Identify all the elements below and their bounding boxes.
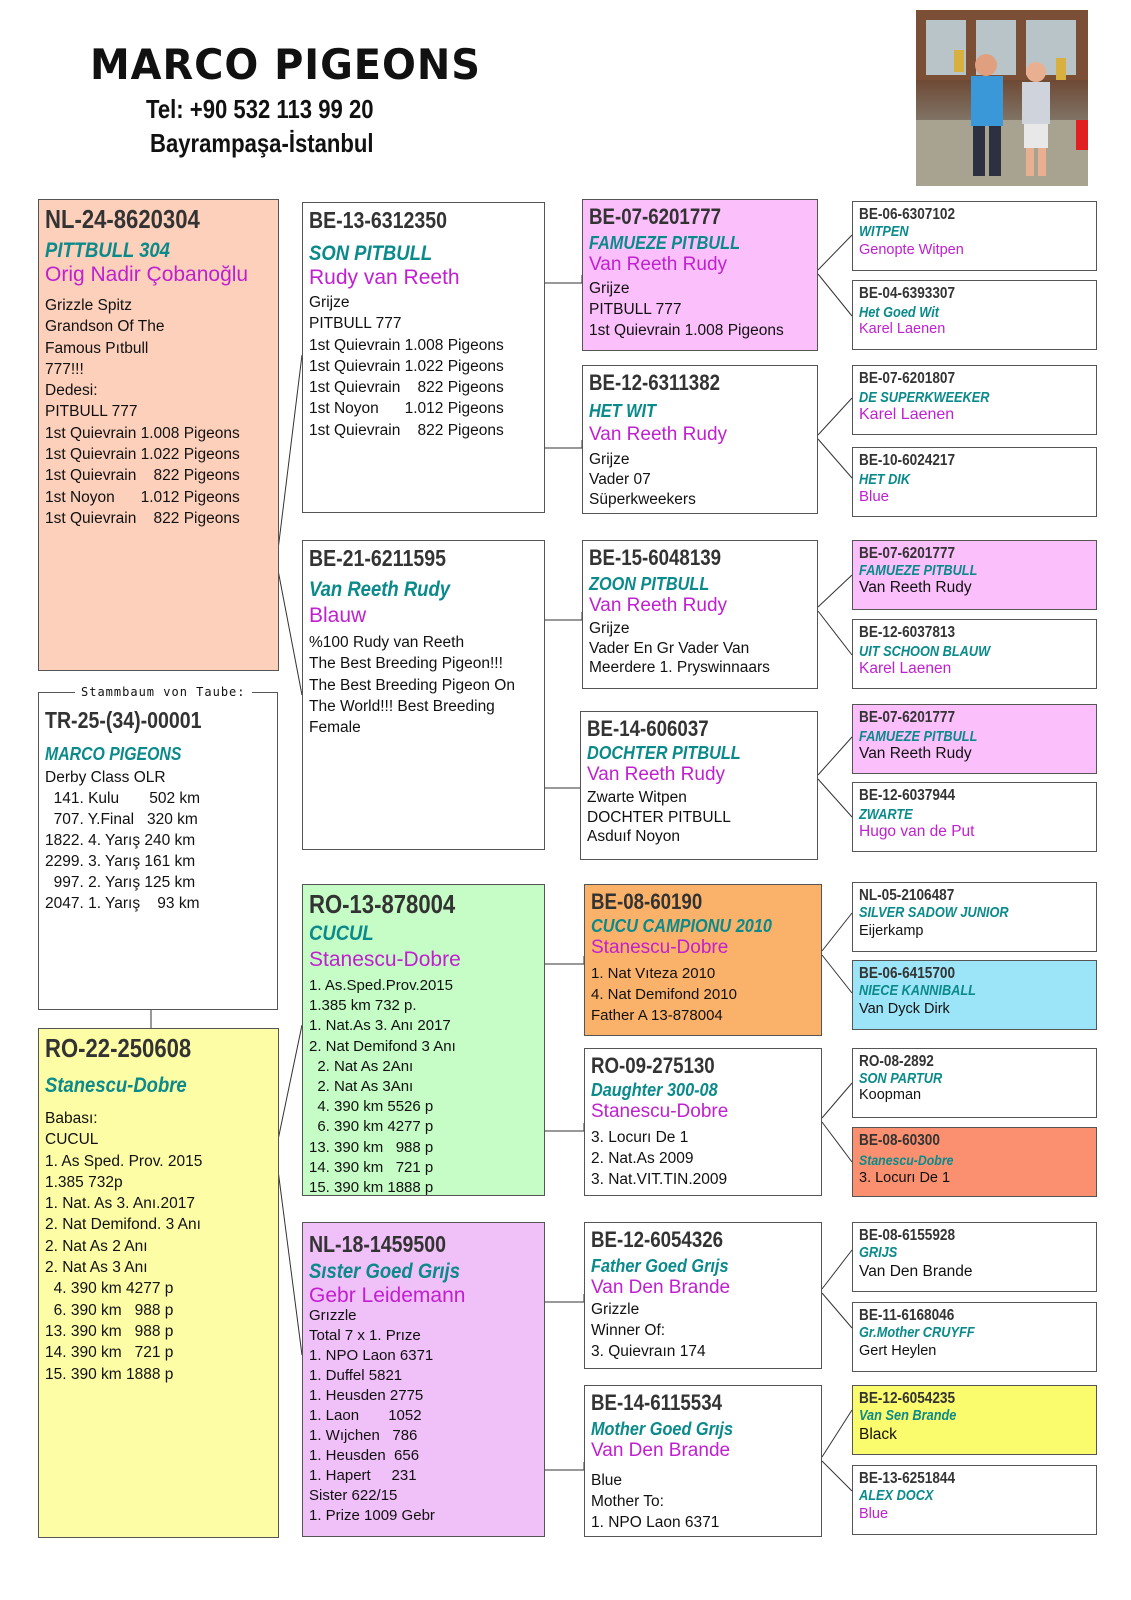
- note-line: 2. Nat As 3 Anı: [45, 1259, 148, 1277]
- great-grandparent-card: [852, 1465, 1097, 1535]
- ring-number: BE-08-60190: [591, 889, 703, 914]
- note-line: Winner Of:: [591, 1322, 666, 1339]
- breeder-name: Van Den Brande: [859, 1263, 973, 1280]
- grandparent-card: [584, 1222, 822, 1369]
- note-line: Grijze: [589, 280, 630, 297]
- stammbaum-card: [38, 692, 278, 1010]
- note-line: 1. Nat.As 3. Anı 2017: [309, 1017, 451, 1035]
- note-line: PITBULL 777: [309, 315, 402, 333]
- breeder-name: Van Dyck Dirk: [859, 1001, 950, 1017]
- pedigree-notes: [589, 278, 811, 341]
- pedigree-notes: [309, 292, 538, 441]
- note-line: 6. 390 km 4277 p: [309, 1118, 434, 1136]
- note-line: Famous Pıtbull: [45, 339, 149, 357]
- breeder-name: Van Reeth Rudy: [589, 424, 728, 445]
- note-line: 1. NPO Laon 6371: [591, 1514, 720, 1531]
- note-line: Sister 622/15: [309, 1487, 398, 1504]
- ring-number: BE-12-6054326: [591, 1227, 724, 1252]
- pigeon-name: FAMUEZE PITBULL: [589, 232, 741, 253]
- pigeon-name: Van Reeth Rudy: [309, 578, 451, 601]
- coat-color: Black: [859, 1426, 897, 1443]
- breeder-name: Gebr Leidemann: [309, 1284, 466, 1307]
- pigeon-name: WITPEN: [859, 224, 909, 240]
- great-grandparent-card: [852, 704, 1097, 774]
- pedigree-notes: [45, 295, 272, 529]
- parent-card-dam: [302, 1222, 545, 1537]
- ring-number: BE-11-6168046: [859, 1307, 955, 1324]
- note-line: 1. Heusden 656: [309, 1447, 420, 1464]
- parent-card-sire: [302, 884, 545, 1196]
- note-line: 2. Nat As 2 Anı: [45, 1237, 148, 1255]
- breeder-name: Hugo van de Put: [859, 823, 975, 840]
- great-grandparent-card: [852, 619, 1097, 689]
- pigeon-name: Daughter 300-08: [591, 1079, 718, 1100]
- grandparent-card: [582, 540, 818, 689]
- result-line: 141. Kulu 502 km: [45, 790, 201, 807]
- ring-number: BE-10-6024217: [859, 452, 956, 469]
- result-line: 997. 2. Yarış 125 km: [45, 874, 196, 891]
- note-line: Meerdere 1. Pryswinnaars: [589, 659, 770, 676]
- pigeon-name: ZWARTE: [859, 807, 913, 823]
- phone-number: Tel: +90 532 113 99 20: [146, 94, 374, 124]
- breeder-name: Van Den Brande: [591, 1277, 731, 1298]
- ring-number: TR-25-(34)-00001: [45, 707, 202, 733]
- breeder-name: Blauw: [309, 604, 367, 627]
- note-line: 1st Noyon 1.012 Pigeons: [309, 400, 504, 418]
- pigeon-name: Stanescu-Dobre: [45, 1074, 187, 1097]
- note-line: DOCHTER PITBULL: [587, 808, 731, 826]
- ring-number: BE-14-606037: [587, 716, 709, 741]
- pigeon-name: Van Sen Brande: [859, 1408, 957, 1424]
- ring-number: BE-21-6211595: [309, 545, 446, 571]
- ring-number: BE-08-6155928: [859, 1227, 956, 1244]
- page-title: MARCO PIGEONS: [90, 40, 481, 89]
- ring-number: NL-18-1459500: [309, 1231, 446, 1257]
- ring-number: RO-22-250608: [45, 1033, 192, 1063]
- note-line: The Best Breeding Pigeon!!!: [309, 655, 503, 673]
- note-line: 3. Quievraın 174: [591, 1343, 706, 1360]
- parent-card-sire: [302, 202, 545, 513]
- ring-number: BE-07-6201777: [859, 709, 956, 726]
- breeder-name: Gert Heylen: [859, 1343, 937, 1359]
- ring-number: BE-15-6048139: [589, 545, 722, 570]
- note-line: Female: [309, 719, 361, 737]
- note-line: 1. Laon 1052: [309, 1407, 422, 1424]
- pigeon-name: Mother Goed Grıjs: [591, 1418, 734, 1439]
- result-line: 2299. 3. Yarış 161 km: [45, 853, 196, 870]
- great-grandparent-card: [852, 1385, 1097, 1455]
- note-line: 1.385 km 732 p.: [309, 997, 417, 1015]
- breeder-name: Eijerkamp: [859, 923, 924, 939]
- pedigree-notes: [309, 976, 538, 1196]
- note-line: 3. Nat.VIT.TIN.2009: [591, 1171, 728, 1188]
- stammbaum-label: Stammbaum von Taube:: [75, 685, 252, 699]
- pigeon-name: Het Goed Wit: [859, 305, 939, 321]
- breeder-name: Genopte Witpen: [859, 242, 964, 258]
- breeder-name: Van Reeth Rudy: [859, 745, 972, 762]
- breeder-name: Stanescu-Dobre: [591, 937, 729, 958]
- pedigree-card-female: [38, 1028, 279, 1538]
- great-grandparent-card: [852, 201, 1097, 271]
- pigeon-name: HET DIK: [859, 472, 911, 488]
- great-grandparent-card: [852, 540, 1097, 610]
- note-line: Vader 07: [589, 471, 651, 488]
- note-line: 2. Nat.As 2009: [591, 1150, 694, 1167]
- pigeon-name: ALEX DOCX: [859, 1488, 934, 1504]
- note-line: 4. 390 km 5526 p: [309, 1098, 434, 1116]
- pigeon-name: CUCUL: [309, 922, 374, 945]
- note-line: 1. Hapert 231: [309, 1467, 417, 1484]
- note-line: Asduıf Noyon: [587, 828, 681, 845]
- note-line: Dedesi:: [45, 382, 98, 400]
- breeder-name: Van Reeth Rudy: [589, 254, 728, 275]
- note-line: Total 7 x 1. Prıze: [309, 1327, 421, 1344]
- note-line: The World!!! Best Breeding: [309, 697, 495, 715]
- result-line: 2047. 1. Yarış 93 km: [45, 895, 200, 912]
- breeder-name: Van Reeth Rudy: [587, 764, 726, 785]
- breeder-name: Van Den Brande: [591, 1440, 731, 1461]
- note-line: 14. 390 km 721 p: [309, 1158, 434, 1176]
- great-grandparent-card: [852, 1048, 1097, 1118]
- grandparent-card: [582, 365, 818, 514]
- note-line: Babası:: [45, 1110, 98, 1127]
- note-line: 1st Quievrain 822 Pigeons: [45, 509, 240, 527]
- note-line: Grandson Of The: [45, 318, 165, 336]
- note-line: 15. 390 km 1888 p: [309, 1179, 434, 1196]
- note-line: Father A 13-878004: [591, 1007, 723, 1024]
- note-line: 4. 390 km 4277 p: [45, 1280, 174, 1298]
- pigeon-name: FAMUEZE PITBULL: [859, 563, 978, 579]
- pedigree-notes: [309, 632, 538, 738]
- note-line: 1st Quievrain 1.022 Pigeons: [45, 446, 240, 464]
- note-line: 1st Quievrain 1.008 Pigeons: [309, 336, 504, 354]
- note-line: Vader En Gr Vader Van: [589, 639, 750, 657]
- ring-number: NL-24-8620304: [45, 204, 200, 234]
- pedigree-notes: [589, 619, 811, 678]
- result-line: 1822. 4. Yarış 240 km: [45, 832, 196, 849]
- pigeon-name: GRIJS: [859, 1245, 898, 1261]
- note-line: Grijze: [589, 620, 630, 637]
- great-grandparent-card: [852, 1127, 1097, 1197]
- ring-number: BE-12-6037944: [859, 787, 956, 804]
- note-line: 1. As.Sped.Prov.2015: [309, 977, 453, 994]
- ring-number: BE-12-6311382: [589, 370, 721, 395]
- note-line: 14. 390 km 721 p: [45, 1344, 174, 1362]
- pedigree-notes: [587, 788, 811, 847]
- note-line: 1. Prize 1009 Gebr: [309, 1507, 435, 1524]
- note-line: 1. As Sped. Prov. 2015: [45, 1152, 203, 1170]
- pedigree-notes: [309, 1306, 538, 1526]
- pigeon-name: HET WIT: [589, 400, 656, 421]
- note-line: Grizzle: [591, 1301, 640, 1318]
- pigeon-name: Gr.Mother CRUYFF: [859, 1325, 975, 1341]
- note-line: Mother To:: [591, 1493, 664, 1510]
- breeder-name: Karel Laenen: [859, 660, 952, 677]
- ring-number: BE-06-6415700: [859, 965, 956, 982]
- ring-number: BE-13-6251844: [859, 1470, 956, 1487]
- pedigree-notes: [589, 450, 811, 510]
- breeder-name: Van Reeth Rudy: [589, 595, 728, 616]
- breeder-name: Van Reeth Rudy: [859, 579, 972, 596]
- note-line: 1st Quievrain 822 Pigeons: [45, 467, 240, 485]
- great-grandparent-card: [852, 365, 1097, 435]
- note-line: 1. Wıjchen 786: [309, 1427, 418, 1444]
- location: Bayrampaşa-İstanbul: [150, 128, 374, 158]
- grandparent-card: [582, 199, 818, 351]
- note-line: The Best Breeding Pigeon On: [309, 676, 515, 694]
- note-line: Grızzle: [309, 1307, 357, 1324]
- ring-number: BE-08-60300: [859, 1132, 940, 1149]
- ring-number: RO-08-2892: [859, 1053, 934, 1070]
- note-line: 1st Quievrain 1.008 Pigeons: [589, 322, 784, 339]
- note-line: Zwarte Witpen: [587, 789, 687, 806]
- pedigree-notes: [591, 963, 815, 1026]
- note-line: 2. Nat Demifond. 3 Anı: [45, 1216, 201, 1234]
- parent-card-dam: [302, 540, 545, 850]
- note-line: 1. NPO Laon 6371: [309, 1347, 434, 1364]
- great-grandparent-card: [852, 882, 1097, 952]
- note-line: %100 Rudy van Reeth: [309, 634, 465, 651]
- pigeon-name: SON PITBULL: [309, 242, 433, 265]
- result-line: 707. Y.Final 320 km: [45, 811, 198, 828]
- ring-number: BE-07-6201777: [859, 545, 956, 562]
- ring-number: BE-07-6201807: [859, 370, 956, 387]
- pedigree-notes: [591, 1470, 815, 1533]
- breeder-name: Stanescu-Dobre: [309, 948, 461, 971]
- note-line: 4. Nat Demifond 2010: [591, 986, 737, 1003]
- note-line: Blue: [591, 1472, 623, 1489]
- note-line: Grijze: [309, 294, 350, 311]
- pigeon-name: SON PARTUR: [859, 1071, 943, 1087]
- pigeon-name: ZOON PITBULL: [589, 573, 710, 594]
- great-grandparent-card: [852, 280, 1097, 350]
- breeder-name: Orig Nadir Çobanoğlu: [45, 263, 249, 286]
- note-line: CUCUL: [45, 1131, 99, 1149]
- ring-number: BE-12-6054235: [859, 1390, 956, 1407]
- ring-number: BE-06-6307102: [859, 206, 956, 223]
- pigeon-name: FAMUEZE PITBULL: [859, 729, 978, 745]
- note-line: 2. Nat Demifond 3 Anı: [309, 1037, 456, 1055]
- note-line: 15. 390 km 1888 p: [45, 1365, 174, 1383]
- great-grandparent-card: [852, 782, 1097, 852]
- pigeon-name: SILVER SADOW JUNIOR: [859, 905, 1009, 921]
- result-line: Derby Class OLR: [45, 769, 166, 786]
- note-line: 1st Noyon 1.012 Pigeons: [45, 488, 240, 506]
- note-line: 3. Locurı De 1: [591, 1129, 689, 1146]
- great-grandparent-card: [852, 447, 1097, 517]
- pigeon-name: Sıster Goed Grıjs: [309, 1260, 460, 1283]
- grandparent-card: [584, 884, 822, 1036]
- grandparent-card: [580, 711, 818, 860]
- ring-number: RO-09-275130: [591, 1053, 715, 1078]
- coat-color: Blue: [859, 488, 890, 505]
- note-line: Süperkweekers: [589, 491, 696, 508]
- note-line: 1. Duffel 5821: [309, 1367, 403, 1384]
- race-results: [45, 767, 271, 914]
- note-line: 1st Quievrain 822 Pigeons: [309, 421, 504, 439]
- great-grandparent-card: [852, 1302, 1097, 1372]
- pigeon-name: PITTBULL 304: [45, 239, 170, 262]
- note-line: 2. Nat As 3Anı: [309, 1078, 414, 1096]
- pigeon-name: Father Goed Grıjs: [591, 1255, 729, 1276]
- note-line: PITBULL 777: [589, 301, 682, 318]
- ring-number: BE-07-6201777: [589, 204, 722, 229]
- note-line: 2. Nat As 2Anı: [309, 1057, 414, 1075]
- pedigree-notes: [591, 1127, 815, 1190]
- breeder-name: Stanescu-Dobre: [591, 1101, 729, 1122]
- grandparent-card: [584, 1385, 822, 1537]
- pedigree-notes: [45, 1108, 272, 1385]
- ring-number: BE-12-6037813: [859, 624, 956, 641]
- ring-number: NL-05-2106487: [859, 887, 955, 904]
- note-line: 1.385 732p: [45, 1173, 123, 1191]
- result-line: 3. Locurı De 1: [859, 1170, 951, 1186]
- ring-number: RO-13-878004: [309, 889, 456, 919]
- grandparent-card: [584, 1048, 822, 1196]
- pedigree-notes: [591, 1299, 815, 1362]
- note-line: 1st Quievrain 1.022 Pigeons: [309, 357, 504, 375]
- pigeon-name: NIECE KANNIBALL: [859, 983, 976, 999]
- note-line: 1st Quievrain 822 Pigeons: [309, 379, 504, 397]
- pigeon-name: DOCHTER PITBULL: [587, 742, 741, 763]
- note-line: 13. 390 km 988 p: [309, 1138, 434, 1156]
- note-line: 1. Nat Vıteza 2010: [591, 965, 716, 982]
- pedigree-card-male: [38, 199, 279, 671]
- great-grandparent-card: [852, 960, 1097, 1030]
- note-line: 1st Quievrain 1.008 Pigeons: [45, 424, 240, 442]
- breeder-name: Karel Laenen: [859, 321, 946, 337]
- breeder-name: Karel Laenen: [859, 406, 955, 423]
- breeder-name: Koopman: [859, 1087, 922, 1103]
- note-line: 777!!!: [45, 360, 84, 378]
- note-line: 1. Heusden 2775: [309, 1387, 424, 1404]
- ring-number: BE-13-6312350: [309, 207, 448, 233]
- note-line: Grizzle Spitz: [45, 297, 132, 314]
- pigeon-name: DE SUPERKWEEKER: [859, 390, 990, 406]
- ring-number: BE-04-6393307: [859, 285, 956, 302]
- pigeon-name: Stanescu-Dobre: [859, 1152, 954, 1168]
- note-line: 6. 390 km 988 p: [45, 1301, 174, 1319]
- note-line: Grijze: [589, 451, 630, 468]
- note-line: PITBULL 777: [45, 403, 138, 421]
- great-grandparent-card: [852, 1222, 1097, 1292]
- pigeon-name: CUCU CAMPIONU 2010: [591, 915, 772, 936]
- breeder-name: Rudy van Reeth: [309, 266, 460, 289]
- note-line: 13. 390 km 988 p: [45, 1322, 174, 1340]
- pigeon-name: MARCO PIGEONS: [45, 744, 182, 764]
- pigeon-name: UIT SCHOON BLAUW: [859, 644, 991, 660]
- coat-color: Blue: [859, 1506, 889, 1522]
- ring-number: BE-14-6115534: [591, 1390, 723, 1415]
- note-line: 1. Nat. As 3. Anı.2017: [45, 1195, 195, 1213]
